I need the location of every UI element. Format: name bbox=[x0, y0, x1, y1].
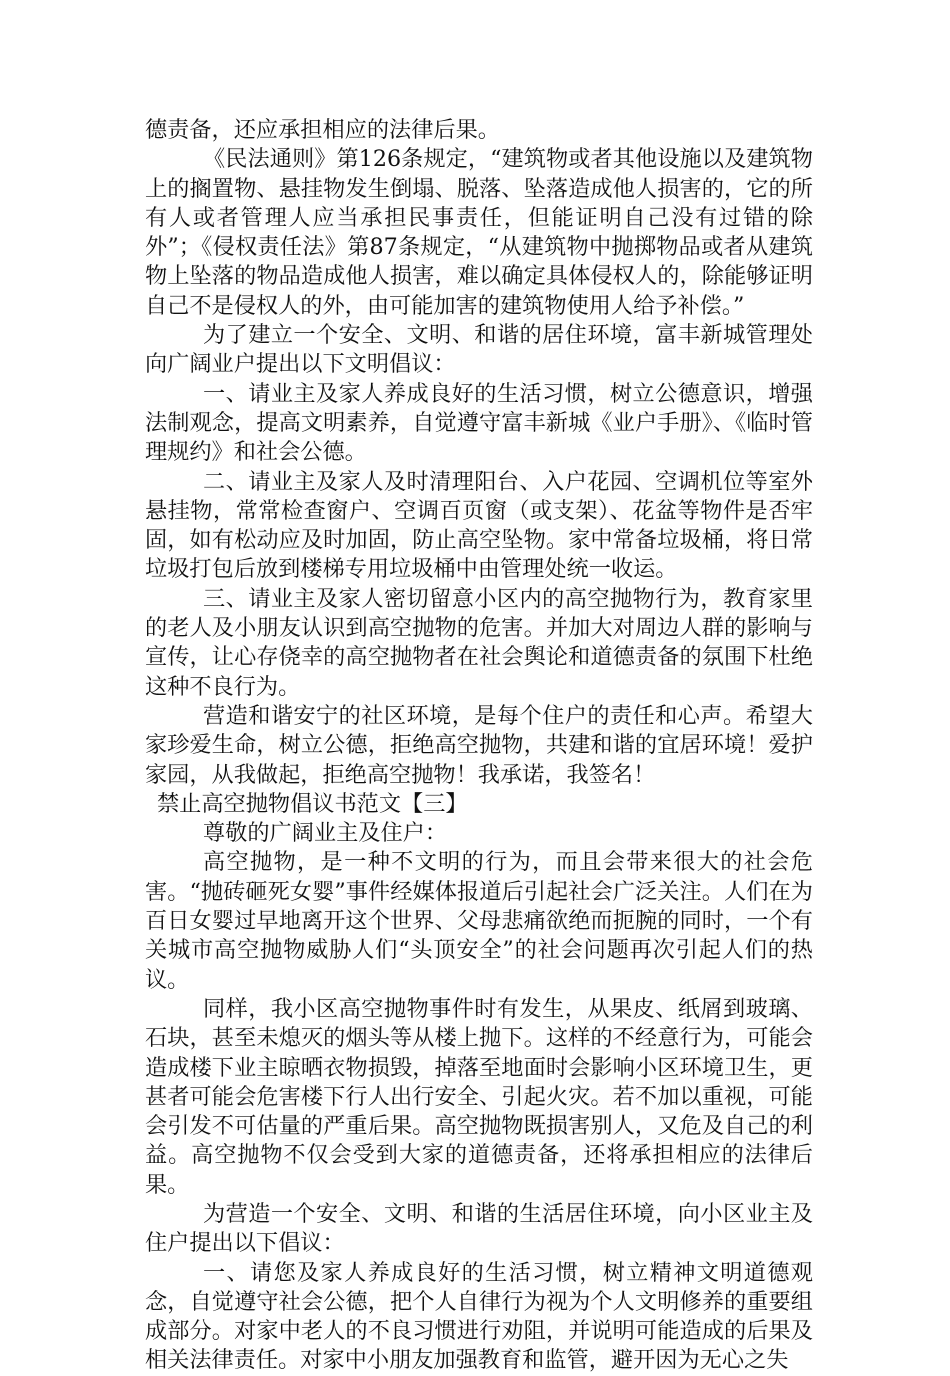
paragraph-legal-provisions: 《民法通则》第126条规定，“建筑物或者其他设施以及建筑物上的搁置物、悬挂物发生倒塌、脱落、坠落造成他人损害的，它的所有人或者管理人应当承担民事责任，但能证明自己没有过错的除外”；《侵权责任法》第87条规定，“从建筑物中抛掷物品或者从建筑物上坠落的物品造成他人损害，难以确定具体侵权人的，除能够证明自己不是侵权人的外，由可能加害的建筑物使用人给予补偿。” bbox=[145, 146, 813, 319]
paragraph-intro: 高空抛物，是一种不文明的行为，而且会带来很大的社会危害。“抛砖砸死女婴”事件经媒体报道后引起社会广泛关注。人们在为百日女婴过早地离开这个世界、父母悲痛欲绝而扼腕的同时，一个有关城市高空抛物威胁人们“头顶安全”的社会问题再次引起人们的热议。 bbox=[145, 849, 813, 993]
paragraph-item-two: 二、请业主及家人及时清理阳台、入户花园、空调机位等室外悬挂物，常常检查窗户、空调百页窗（或支架）、花盆等物件是否牢固，如有松动应及时加固，防止高空坠物。家中常备垃圾桶，将日常垃圾打包后放到楼梯专用垃圾桶中由管理处统一收运。 bbox=[145, 468, 813, 583]
paragraph-initiative-intro: 为了建立一个安全、文明、和谐的居住环境，富丰新城管理处向广阔业户提出以下文明倡议： bbox=[145, 322, 813, 378]
document-body bbox=[145, 116, 813, 1376]
paragraph-proposal-intro: 为营造一个安全、文明、和谐的生活居住环境，向小区业主及住户提出以下倡议： bbox=[145, 1200, 813, 1257]
paragraph-continuation: 德责备，还应承担相应的法律后果。 bbox=[145, 117, 500, 143]
paragraph-salutation: 尊敬的广阔业主及住户： bbox=[203, 820, 448, 847]
paragraph-item-three: 三、请业主及家人密切留意小区内的高空抛物行为，教育家里的老人及小朋友认识到高空抛物的危害。并加大对周边人群的影响与宣传，让心存侥幸的高空抛物者在社会舆论和道德责备的氛围下杜绝这种不良行为。 bbox=[145, 585, 813, 700]
section-heading: 禁止高空抛物倡议书范文【三】 bbox=[157, 790, 468, 817]
paragraph-closing-appeal: 营造和谐安宁的社区环境，是每个住户的责任和心声。希望大家珍爱生命，树立公德，拒绝高空抛物，共建和谐的宜居环境！爱护家园，从我做起，拒绝高空抛物！我承诺，我签名！ bbox=[145, 702, 813, 788]
paragraph-item-one: 一、请业主及家人养成良好的生活习惯，树立公德意识，增强法制观念，提高文明素养，自觉遵守富丰新城《业户手册》、《临时管理规约》和社会公德。 bbox=[145, 380, 813, 466]
paragraph-proposal-one: 一、请您及家人养成良好的生活习惯，树立精神文明道德观念，自觉遵守社会公德，把个人自律行为视为个人文明修养的重要组成部分。对家中老人的不良习惯进行劝阻，并说明可能造成的后果及相关法律责任。对家中小朋友加强教育和监管，避开因为无心之失 bbox=[145, 1259, 813, 1374]
paragraph-situation: 同样，我小区高空抛物事件时有发生，从果皮、纸屑到玻璃、石块，甚至未熄灭的烟头等从楼上抛下。这样的不经意行为，可能会造成楼下业主晾晒衣物损毁，掉落至地面时会影响小区环境卫生，更甚者可能会危害楼下行人出行安全、引起火灾。若不加以重视，可能会引发不可估量的严重后果。高空抛物既损害别人，又危及自己的利益。高空抛物不仅会受到大家的道德责备，还将承担相应的法律后果。 bbox=[145, 995, 813, 1198]
